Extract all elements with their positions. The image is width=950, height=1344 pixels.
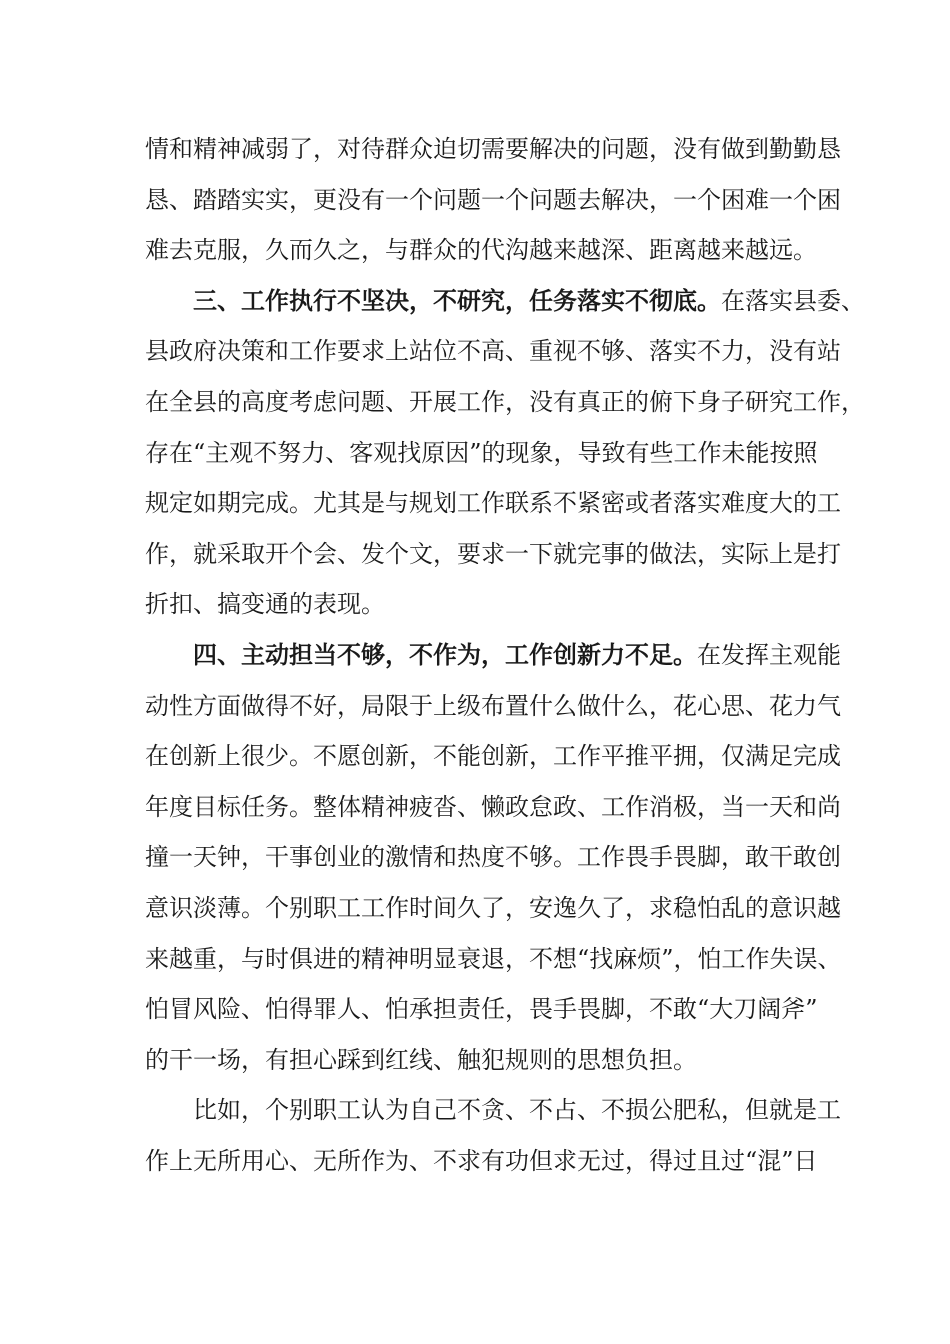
text-line: 的干一场，有担心踩到红线、触犯规则的思想负担。 — [145, 1045, 697, 1074]
section-heading: 三、工作执行不坚决，不研究，任务落实不彻底。 — [193, 286, 721, 315]
text-line: 难去克服，久而久之，与群众的代沟越来越深、距离越来越远。 — [145, 236, 817, 265]
text-line: 县政府决策和工作要求上站位不高、重视不够、落实不力，没有站 — [145, 337, 841, 366]
section-heading-line: 三、工作执行不坚决，不研究，任务落实不彻底。在落实县委、 — [193, 286, 865, 315]
text-line: 折扣、搞变通的表现。 — [145, 590, 385, 619]
text-line: 怕冒风险、怕得罪人、怕承担责任，畏手畏脚，不敢“大刀阔斧” — [145, 995, 818, 1024]
text-line: 规定如期完成。尤其是与规划工作联系不紧密或者落实难度大的工 — [145, 489, 841, 518]
text-line: 在创新上很少。不愿创新，不能创新，工作平推平拥，仅满足完成 — [145, 742, 841, 771]
text-line: 情和精神减弱了，对待群众迫切需要解决的问题，没有做到勤勤恳 — [145, 135, 841, 163]
text-line: 年度目标任务。整体精神疲沓、懒政怠政、工作消极，当一天和尚 — [145, 792, 841, 821]
text-line: 来越重，与时俱进的精神明显衰退，不想“找麻烦”，怕工作失误、 — [145, 944, 842, 973]
text-line: 动性方面做得不好，局限于上级布置什么做什么，花心思、花力气 — [145, 691, 841, 720]
text-line: 作上无所用心、无所作为、不求有功但求无过，得过且过“混”日 — [145, 1146, 818, 1175]
text-line: 恳、踏踏实实，更没有一个问题一个问题去解决，一个困难一个困 — [145, 185, 841, 214]
text-line: 在全县的高度考虑问题、开展工作，没有真正的俯下身子研究工作， — [145, 387, 865, 416]
section-heading: 四、主动担当不够，不作为，工作创新力不足。 — [193, 640, 697, 669]
text-line: 撞一天钟，干事创业的激情和热度不够。工作畏手畏脚，敢干敢创 — [145, 843, 841, 872]
paragraph-start-line: 比如，个别职工认为自己不贪、不占、不损公肥私，但就是工 — [193, 1096, 841, 1125]
document-body — [145, 124, 865, 1186]
text-line: 作，就采取开个会、发个文，要求一下就完事的做法，实际上是打 — [145, 539, 841, 568]
text-line: 存在“主观不努力、客观找原因”的现象，导致有些工作未能按照 — [145, 438, 818, 467]
section-heading-line: 四、主动担当不够，不作为，工作创新力不足。在发挥主观能 — [193, 640, 841, 669]
text-line: 意识淡薄。个别职工工作时间久了，安逸久了，求稳怕乱的意识越 — [145, 893, 841, 922]
